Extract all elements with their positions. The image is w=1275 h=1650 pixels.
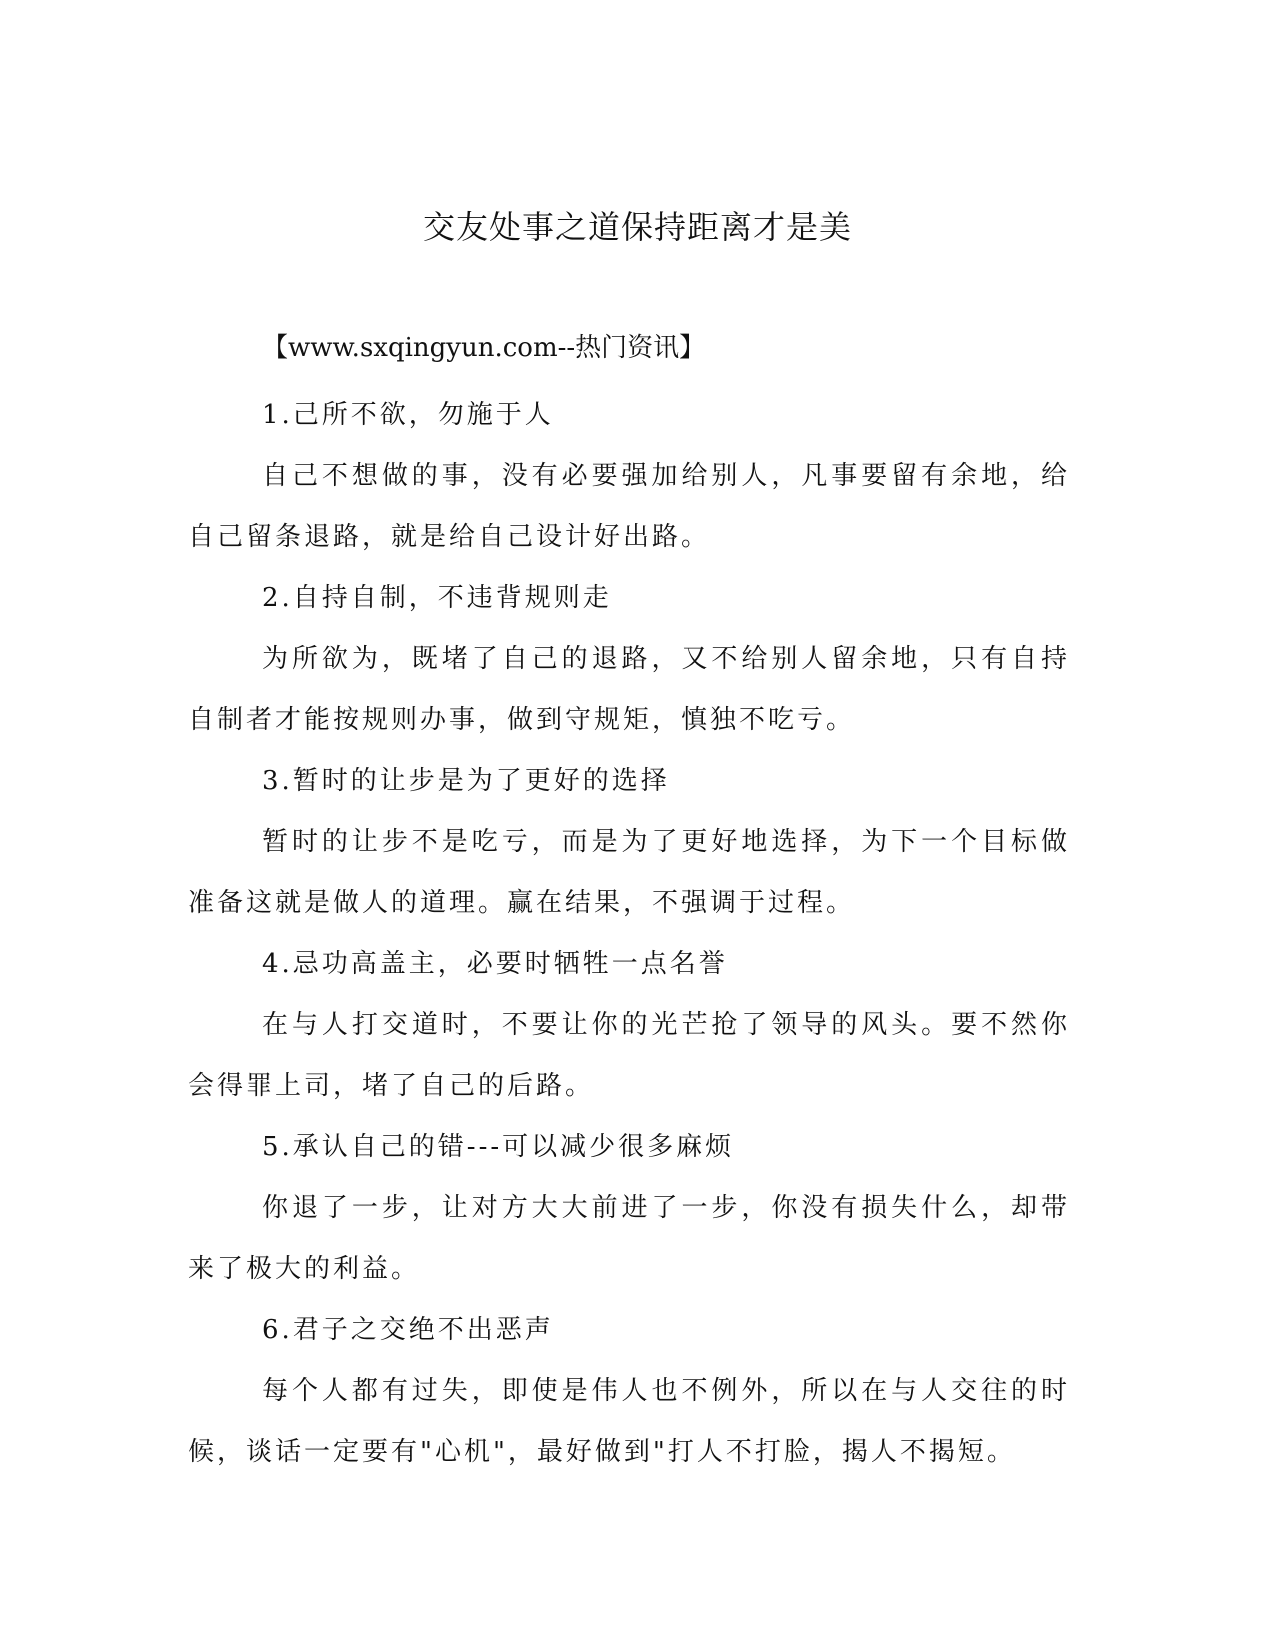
document-body [188, 385, 1070, 1483]
section-4 [188, 934, 1070, 1117]
source-line: 【www.sxqingyun.com--热门资讯】 [262, 333, 706, 363]
section-paragraph: 为所欲为，既堵了自己的退路，又不给别人留余地，只有自持自制者才能按规则办事，做到守规矩，慎独不吃亏。 [188, 644, 1070, 735]
section-heading: 3.暂时的让步是为了更好的选择 [262, 766, 670, 796]
section-heading: 6.君子之交绝不出恶声 [262, 1315, 554, 1345]
section-paragraph: 暂时的让步不是吃亏，而是为了更好地选择，为下一个目标做准备这就是做人的道理。赢在结果，不强调于过程。 [188, 827, 1070, 918]
section-heading: 4.忌功高盖主，必要时牺牲一点名誉 [262, 949, 728, 979]
section-3 [188, 751, 1070, 934]
section-paragraph: 自己不想做的事，没有必要强加给别人，凡事要留有余地，给自己留条退路，就是给自己设计好出路。 [188, 461, 1070, 552]
section-paragraph: 你退了一步，让对方大大前进了一步，你没有损失什么，却带来了极大的利益。 [188, 1193, 1070, 1284]
section-heading: 2.自持自制，不违背规则走 [262, 583, 612, 613]
section-paragraph: 每个人都有过失，即使是伟人也不例外，所以在与人交往的时候，谈话一定要有"心机"，最好做到"打人不打脸，揭人不揭短。 [188, 1376, 1070, 1467]
section-5 [188, 1117, 1070, 1300]
section-1 [188, 385, 1070, 568]
section-paragraph: 在与人打交道时，不要让你的光芒抢了领导的风头。要不然你会得罪上司，堵了自己的后路。 [188, 1010, 1070, 1101]
section-heading: 5.承认自己的错---可以减少很多麻烦 [262, 1132, 735, 1162]
section-2 [188, 568, 1070, 751]
section-6 [188, 1300, 1070, 1483]
document-title: 交友处事之道保持距离才是美 [422, 208, 852, 246]
section-heading: 1.己所不欲，勿施于人 [262, 400, 554, 430]
